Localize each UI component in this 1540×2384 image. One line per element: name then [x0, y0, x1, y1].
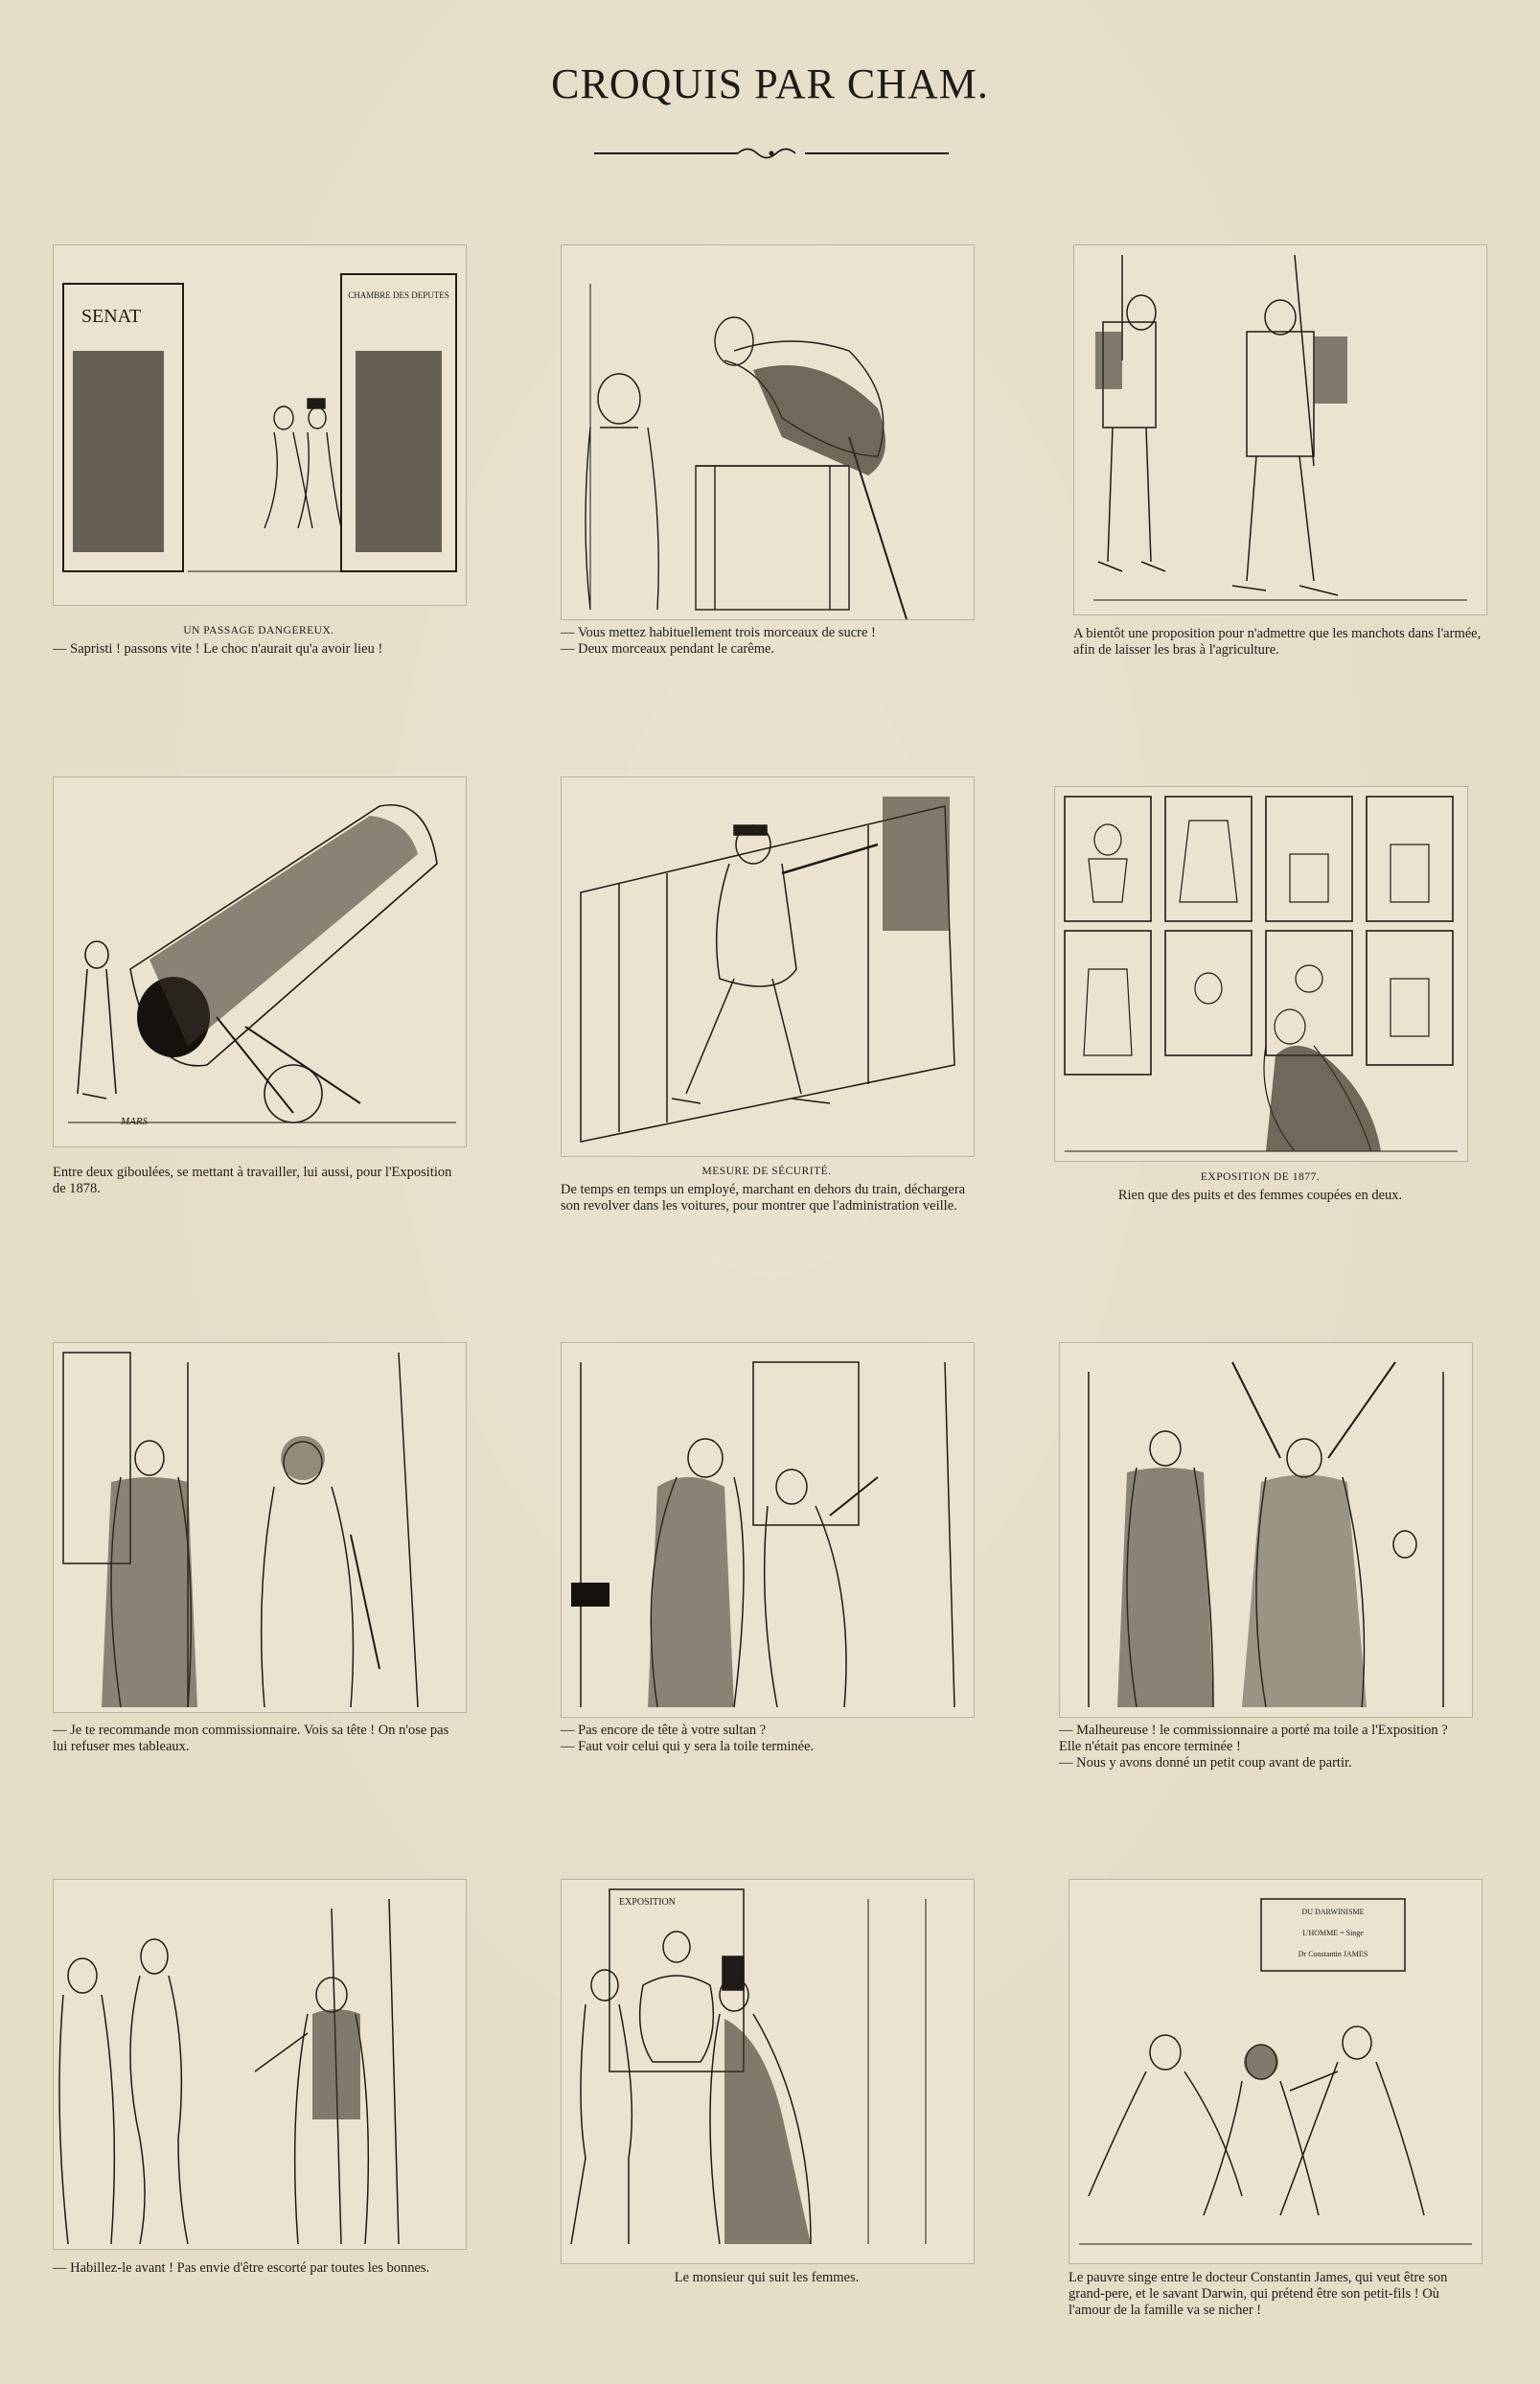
cartoon-12-illustration	[1069, 1879, 1483, 2264]
mars-signature: MARS	[121, 1116, 149, 1127]
cartoon-2-illustration	[561, 244, 975, 620]
cartoon-12-caption	[1069, 2270, 1481, 2319]
cartoon-1-heading: UN PASSAGE DANGEREUX.	[183, 625, 334, 637]
exposition-sign: EXPOSITION	[619, 1897, 676, 1908]
cartoon-7-caption	[53, 1723, 465, 1755]
cartoon-5-caption	[561, 1164, 973, 1215]
cartoon-6-text: Rien que des puits et des femmes coupées en deux.	[1117, 1188, 1403, 1203]
cartoon-5-text: De temps en temps un employé, marchant en dehors du train, déchargera son revolver dans les voitures, pour montrer que l'administration veille.	[561, 1182, 966, 1214]
cartoon-9-text: — Malheureuse ! le commissionnaire a porté ma toile a l'Exposition ? Elle n'était pas encore terminée ! — Nous y avons donné un petit coup avant de partir.	[1059, 1723, 1448, 1771]
cartoon-5-illustration	[561, 776, 975, 1157]
cartoon-8-text: — Pas encore de tête à votre sultan ? — Faut voir celui qui y sera la toile terminée.	[561, 1723, 815, 1754]
cartoon-3-illustration	[1073, 244, 1487, 615]
cartoon-2-caption	[561, 625, 973, 658]
cartoon-11-illustration	[561, 1879, 975, 2264]
cartoon-2-text: — Vous mettez habituellement trois morceaux de sucre ! — Deux morceaux pendant le carême.	[561, 625, 876, 657]
cartoon-10-text: — Habillez-le avant ! Pas envie d'être escorté par toutes les bonnes.	[53, 2260, 430, 2276]
cartoon-7-text: — Je te recommande mon commissionnaire. Vois sa tête ! On n'ose pas lui refuser mes tableaux.	[53, 1723, 449, 1754]
page-title: CROQUIS PAR CHAM.	[551, 60, 989, 107]
bleed-through-text	[0, 1189, 15, 1260]
cartoon-1-text: — Sapristi ! passons vite ! Le choc n'aurait qu'a avoir lieu !	[53, 641, 383, 657]
cartoon-3-text: A bientôt une proposition pour n'admettre que les manchots dans l'armée, afin de laisser les bras à l'agriculture.	[1073, 626, 1482, 658]
cartoon-8-illustration	[561, 1342, 975, 1718]
darwin-sign-line1: DU DARWINISME	[1301, 1908, 1365, 1916]
cartoon-6-caption	[1054, 1169, 1466, 1204]
cartoon-6-illustration	[1054, 786, 1468, 1162]
cartoon-4-caption	[53, 1165, 465, 1197]
cartoon-4-text: Entre deux giboulées, se mettant à travailler, lui aussi, pour l'Exposition de 1878.	[53, 1165, 452, 1196]
title-ornament-rule	[594, 144, 949, 163]
cartoon-4-illustration	[53, 776, 467, 1147]
cartoon-9-illustration	[1059, 1342, 1473, 1718]
cartoon-11-caption	[561, 2270, 973, 2286]
senat-sign: SENAT	[80, 306, 142, 327]
cartoon-1-illustration	[53, 244, 467, 606]
cartoon-5-heading: MESURE DE SÉCURITÉ.	[701, 1166, 832, 1177]
cartoon-8-caption	[561, 1723, 973, 1755]
cartoon-3-caption	[1073, 626, 1485, 659]
chambre-sign: CHAMBRE DES DEPUTES	[348, 290, 449, 300]
cartoon-11-text: Le monsieur qui suit les femmes.	[674, 2270, 860, 2285]
cartoon-1-caption	[53, 623, 465, 658]
cartoon-9-caption	[1059, 1723, 1471, 1771]
cartoon-10-illustration	[53, 1879, 467, 2250]
cartoon-10-caption	[53, 2260, 465, 2277]
cartoon-7-illustration	[53, 1342, 467, 1713]
cartoon-12-text: Le pauvre singe entre le docteur Constantin James, qui veut être son grand-pere, et le savant Darwin, qui prétend être son petit-fils ! Où l'amour de la famille va se nicher !	[1069, 2270, 1448, 2318]
cartoon-6-heading: EXPOSITION DE 1877.	[1200, 1171, 1321, 1183]
darwin-sign-line3: Dr Constantin JAMES	[1298, 1950, 1368, 1958]
darwin-sign-line2: L'HOMME = Singe	[1302, 1929, 1364, 1937]
